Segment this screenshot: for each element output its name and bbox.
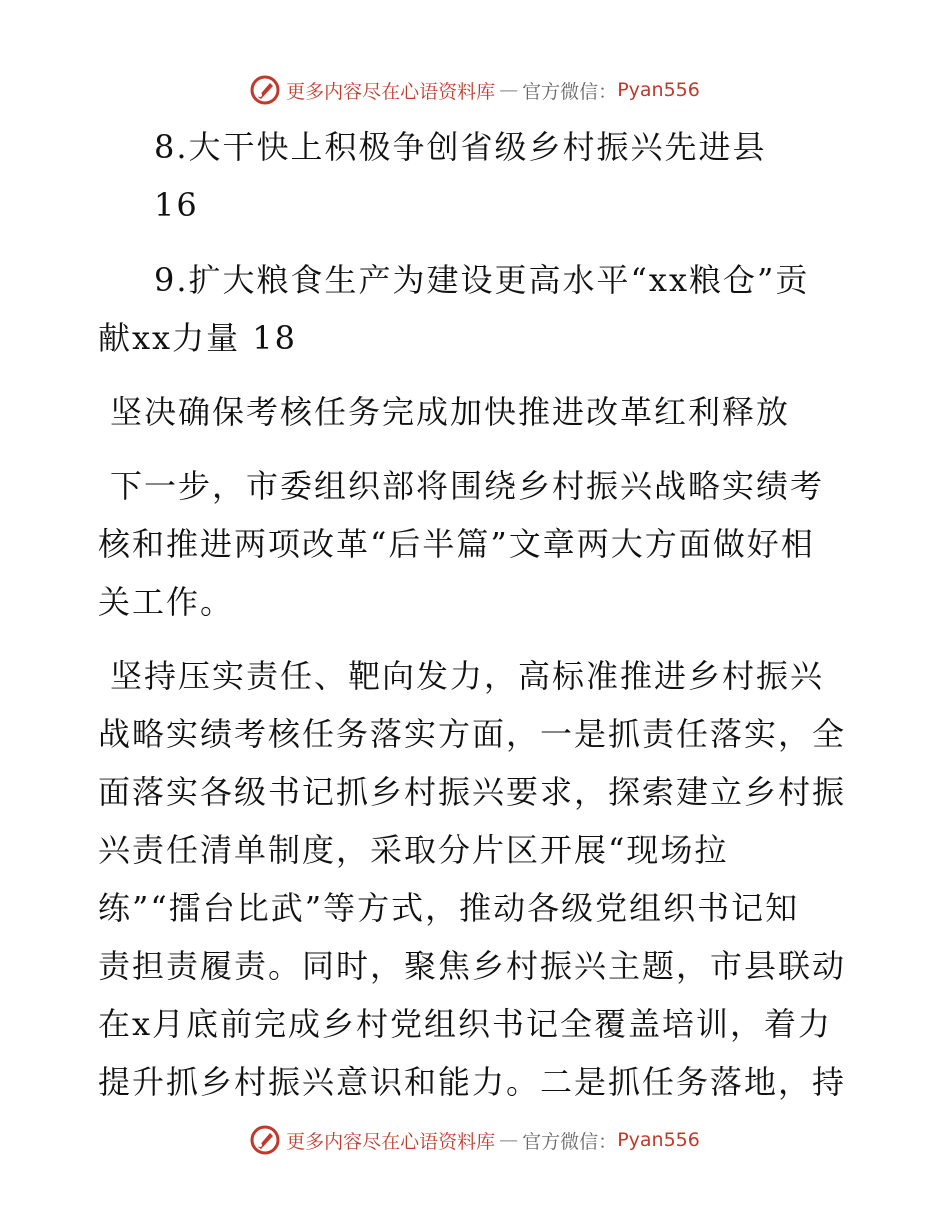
text-line: 8.大干快上积极争创省级乡村振兴先进县 [154, 128, 767, 166]
watermark-text: 更多内容尽在心语资料库 [286, 80, 496, 103]
text-line: 战略实绩考核任务落实方面，一是抓责任落实，全 [98, 715, 847, 753]
text-line: 练”“擂台比武”等方式，推动各级党组织书记知 [98, 889, 800, 927]
header-watermark [0, 72, 950, 108]
watermark-dash: — [499, 79, 519, 101]
text-line: 关工作。 [98, 583, 235, 621]
watermark-text: 更多内容尽在心语资料库 [286, 1130, 496, 1153]
watermark-label: 官方微信： [522, 1130, 618, 1153]
watermark-dash: — [499, 1129, 519, 1151]
text-line: 下一步，市委组织部将围绕乡村振兴战略实绩考 [110, 467, 825, 505]
text-line: 核和推进两项改革“后半篇”文章两大方面做好相 [98, 525, 815, 563]
watermark-label: 官方微信： [522, 80, 618, 103]
pen-logo-icon [250, 75, 280, 105]
watermark-id: Pyan556 [617, 1129, 700, 1151]
text-line: 提升抓乡村振兴意识和能力。二是抓任务落地，持 [98, 1063, 847, 1101]
text-line: 献xx力量 18 [98, 319, 297, 357]
text-line: 9.扩大粮食生产为建设更高水平“xx粮仓”贡 [154, 261, 810, 299]
footer-watermark [0, 1122, 950, 1158]
text-line: 坚持压实责任、靶向发力，高标准推进乡村振兴 [110, 657, 825, 695]
text-line: 责担责履责。同时，聚焦乡村振兴主题，市县联动 [98, 947, 847, 985]
text-line: 16 [154, 186, 199, 224]
section-heading: 坚决确保考核任务完成加快推进改革红利释放 [110, 393, 791, 431]
text-line: 兴责任清单制度，采取分片区开展“现场拉 [98, 831, 729, 869]
watermark-id: Pyan556 [617, 79, 700, 101]
text-line: 面落实各级书记抓乡村振兴要求，探索建立乡村振 [98, 773, 847, 811]
text-line: 在x月底前完成乡村党组织书记全覆盖培训，着力 [98, 1005, 833, 1043]
pen-logo-icon [250, 1125, 280, 1155]
